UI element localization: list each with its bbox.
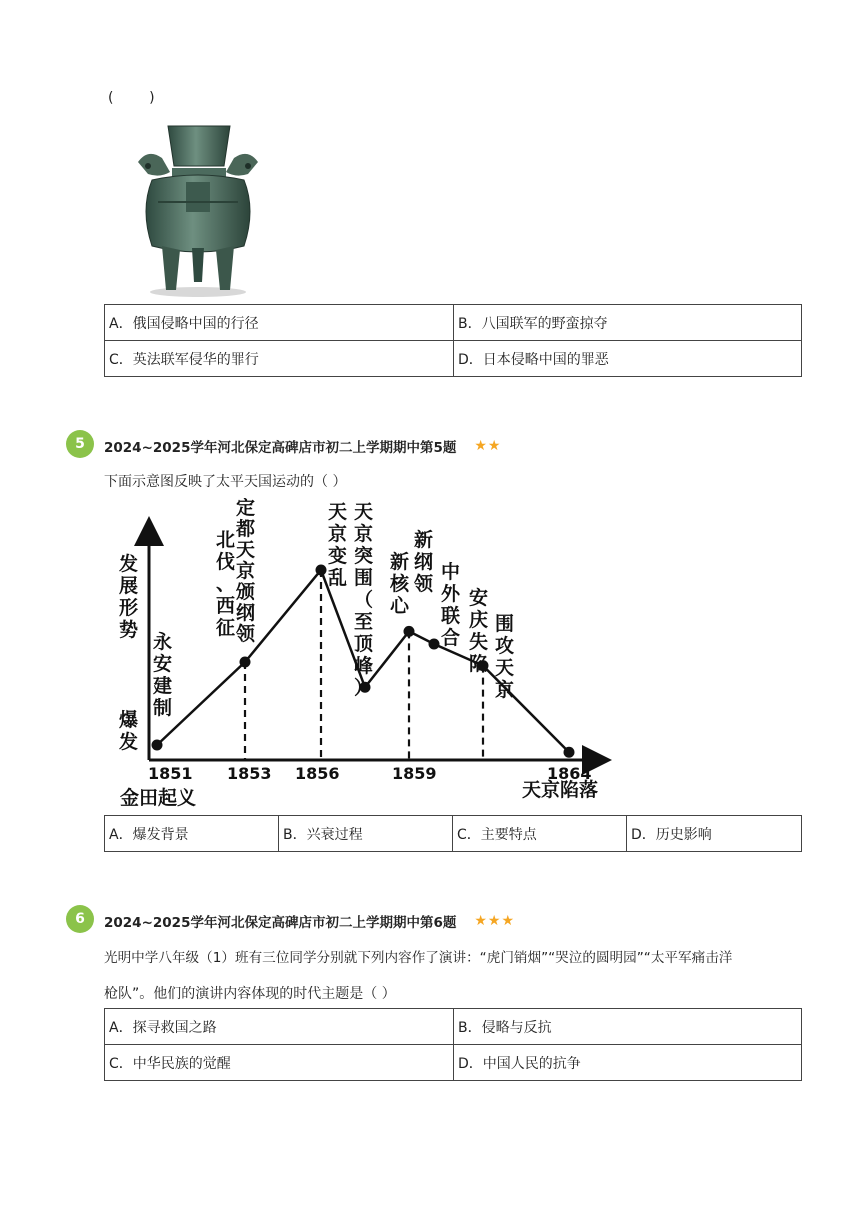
data-point (152, 740, 163, 751)
q5-options-table (104, 815, 802, 852)
q5-option-b[interactable]: B．兴衰过程 (279, 816, 453, 852)
annotation: 北伐、西征 (216, 529, 236, 639)
q4-option-b[interactable]: B．八国联军的野蛮掠夺 (454, 305, 802, 341)
q6-option-c[interactable]: C．中华民族的觉醒 (105, 1045, 454, 1081)
data-point (240, 657, 251, 668)
data-point (429, 638, 440, 649)
x-start-caption: 金田起义 (120, 787, 197, 809)
x-tick-label: 1853 (227, 764, 272, 783)
annotation: 新核心 (390, 551, 410, 617)
q4-option-c[interactable]: C．英法联军侵华的罪行 (105, 341, 454, 377)
q6-option-b[interactable]: B．侵略与反抗 (454, 1009, 802, 1045)
annotation: 安庆失陷 (469, 587, 489, 675)
q4-options-table (104, 304, 802, 377)
difficulty-stars: ★★★ (474, 913, 516, 929)
question-header (104, 911, 515, 931)
q6-options-table (104, 1008, 802, 1081)
annotation: 天京变乱 (328, 501, 348, 589)
bronze-vessel-image (128, 122, 268, 298)
annotation: 中外联合 (441, 561, 461, 649)
q6-option-d[interactable]: D．中国人民的抗争 (454, 1045, 802, 1081)
annotation: 定都天京颁纲领 (236, 498, 256, 645)
data-point (316, 565, 327, 576)
question-stem-line-2: 枪队”。他们的演讲内容体现的时代主题是（ ） (104, 986, 396, 1002)
answer-paren: ( ) (108, 90, 155, 106)
q6-option-a[interactable]: A．探寻救国之路 (105, 1009, 454, 1045)
q4-option-d[interactable]: D．日本侵略中国的罪恶 (454, 341, 802, 377)
taiping-chart (108, 498, 620, 810)
x-tick-label: 1859 (392, 764, 437, 783)
difficulty-stars: ★★ (474, 438, 502, 454)
q5-option-a[interactable]: A．爆发背景 (105, 816, 279, 852)
y-start-label: 爆发 (119, 709, 139, 753)
q4-option-a[interactable]: A．俄国侵略中国的行径 (105, 305, 454, 341)
q5-option-d[interactable]: D．历史影响 (627, 816, 802, 852)
annotation: 天京突围（至顶峰） (354, 501, 374, 699)
annotation: 新纲领 (414, 529, 434, 595)
annotation: 围攻天京 (495, 613, 515, 701)
x-end-caption: 天京陷落 (522, 779, 599, 801)
x-tick-label: 1864 (547, 764, 592, 783)
data-point (404, 626, 415, 637)
question-header (104, 436, 501, 456)
data-point (564, 747, 575, 758)
question-number-badge: 5 (66, 430, 94, 458)
annotation: 永安建制 (153, 631, 173, 719)
y-label: 发展形势 (119, 553, 139, 641)
q5-option-c[interactable]: C．主要特点 (453, 816, 627, 852)
x-tick-label: 1856 (295, 764, 340, 783)
x-tick-label: 1851 (148, 764, 193, 783)
question-number-badge: 6 (66, 905, 94, 933)
question-source-title: 2024~2025学年河北保定高碑店市初二上学期期中第5题 (104, 440, 457, 456)
question-stem-line-1: 光明中学八年级（1）班有三位同学分别就下列内容作了演讲：“虎门销烟”“哭泣的圆明园”“太平军痛击洋 (104, 950, 733, 966)
question-source-title: 2024~2025学年河北保定高碑店市初二上学期期中第6题 (104, 915, 457, 931)
question-stem: 下面示意图反映了太平天国运动的（ ） (104, 474, 347, 490)
